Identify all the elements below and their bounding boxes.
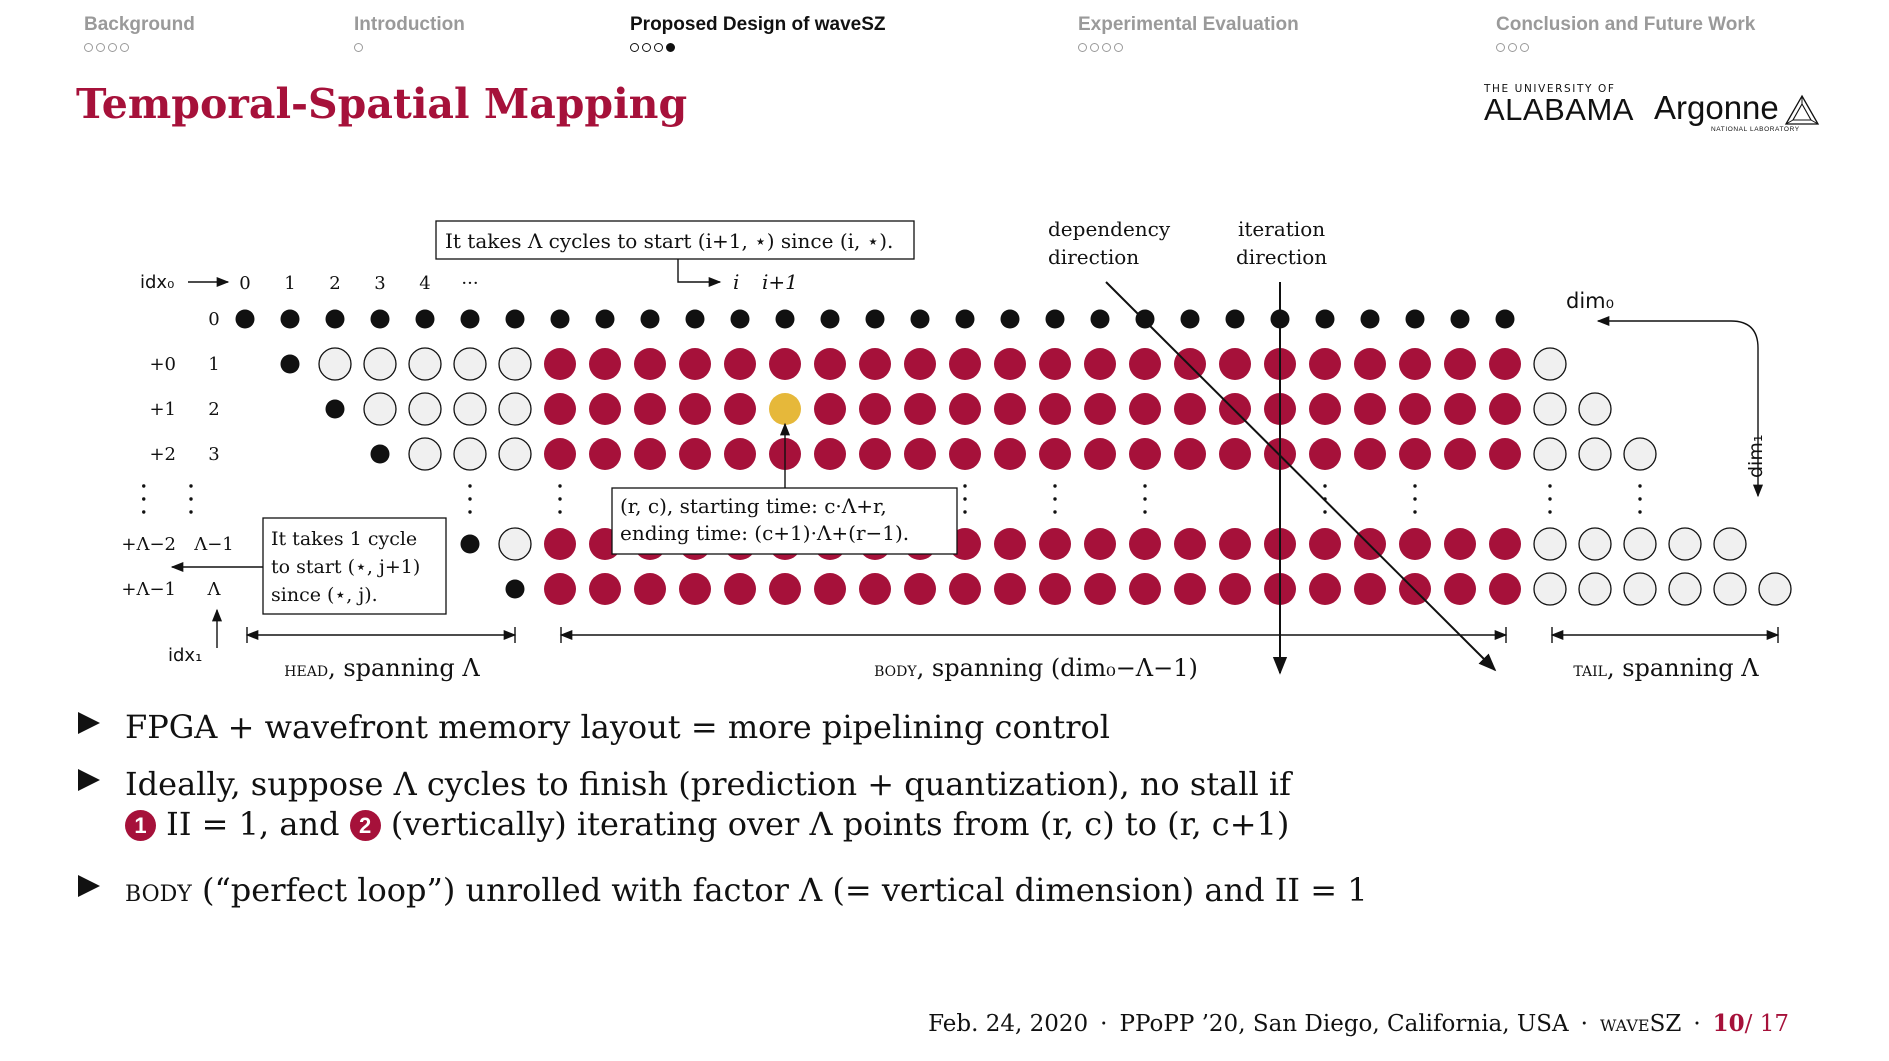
grid-point-body <box>1174 438 1206 470</box>
nav-section-label: Proposed Design of waveSZ <box>630 14 886 35</box>
grid-point-body <box>1444 528 1476 560</box>
grid-point-body <box>994 438 1026 470</box>
ellipsis-dot <box>1548 510 1551 513</box>
bullet-2-text <box>125 764 1291 844</box>
dim-arrows <box>1598 321 1758 496</box>
grid-point-empty <box>1579 438 1611 470</box>
row-index-label: Λ−1 <box>194 534 234 555</box>
grid-point-body <box>1309 573 1341 605</box>
dim1-label: dim₁ <box>1745 434 1767 478</box>
bullet-2-part-a: II = 1, and <box>156 805 350 843</box>
ellipsis-dot <box>1548 497 1551 500</box>
dim0-label: dim₀ <box>1566 289 1615 313</box>
badge-two-icon: 2 <box>350 810 381 841</box>
grid-point-body <box>859 393 891 425</box>
callout-left-line: It takes 1 cycle <box>271 528 418 550</box>
grid-point-black <box>1001 310 1020 329</box>
grid-point-body <box>1174 528 1206 560</box>
bullet-1-text: FPGA + wavefront memory layout = more pipelining control <box>125 708 1110 746</box>
grid-point-black <box>326 400 345 419</box>
nav-section-label: Background <box>84 14 195 35</box>
ellipsis-dot <box>558 484 561 487</box>
dependency-arrow <box>1106 282 1495 670</box>
grid-point-empty <box>1579 528 1611 560</box>
grid-point-body <box>904 573 936 605</box>
grid-point-body <box>589 438 621 470</box>
row0-label: 0 <box>208 309 220 330</box>
bullet-2-part-b: (vertically) iterating over Λ points from (r, c) to (r, c+1) <box>380 805 1290 843</box>
logo-ua-small-text: THE UNIVERSITY OF <box>1484 83 1616 95</box>
grid-point-empty <box>499 528 531 560</box>
dependency-label: direction <box>1048 245 1140 269</box>
grid-point-body <box>1489 348 1521 380</box>
grid-point-body <box>1039 438 1071 470</box>
idx0-label: idx₀ <box>140 272 175 293</box>
grid-point-empty <box>409 393 441 425</box>
nav-section-label: Introduction <box>354 14 465 35</box>
grid-point-body <box>994 528 1026 560</box>
grid-point-empty <box>409 348 441 380</box>
grid-point-body <box>1084 528 1116 560</box>
grid-point-black <box>776 310 795 329</box>
grid-point-body <box>544 573 576 605</box>
callout-left-line: since (⋆, j). <box>271 584 378 606</box>
grid-point-body <box>1084 438 1116 470</box>
grid-point-body <box>634 438 666 470</box>
grid-point-empty <box>364 393 396 425</box>
grid-point-body <box>904 393 936 425</box>
grid-point-body <box>1084 573 1116 605</box>
callout-left-line: to start (⋆, j+1) <box>271 556 421 578</box>
grid-point-empty <box>1669 573 1701 605</box>
grid-point-empty <box>454 438 486 470</box>
logo-anl-small-text: NATIONAL LABORATORY <box>1711 126 1800 133</box>
grid-point-empty <box>319 348 351 380</box>
row-offset-label: +2 <box>149 444 176 465</box>
grid-point-body <box>814 438 846 470</box>
ellipsis-dot <box>468 497 471 500</box>
i1-label: i+1 <box>762 270 798 294</box>
grid-point-body <box>1489 573 1521 605</box>
bullet-triangle-icon <box>78 769 100 791</box>
grid-point-body <box>1219 528 1251 560</box>
grid-point-body <box>1084 348 1116 380</box>
grid-point-black <box>461 310 480 329</box>
grid-point-body <box>1039 348 1071 380</box>
row-offset-label: +Λ−1 <box>121 579 176 600</box>
row-index-label: 2 <box>208 399 220 420</box>
grid-point-body <box>1129 528 1161 560</box>
row-index-label: 1 <box>208 354 220 375</box>
grid-point-empty <box>499 438 531 470</box>
grid-point-black <box>506 580 525 599</box>
grid-point-black <box>1046 310 1065 329</box>
ellipsis-dot <box>1638 484 1641 487</box>
grid-point-body <box>589 573 621 605</box>
grid-point-body <box>724 573 756 605</box>
grid-point-black <box>956 310 975 329</box>
grid-point-black <box>866 310 885 329</box>
ellipsis-dot <box>1143 497 1146 500</box>
grid-point-body <box>1489 393 1521 425</box>
grid-point-body <box>1309 393 1341 425</box>
row-offset-label: +0 <box>149 354 176 375</box>
grid-point-black <box>1451 310 1470 329</box>
ellipsis-dot <box>142 510 145 513</box>
ellipsis-dot <box>963 484 966 487</box>
grid-point-empty <box>1534 393 1566 425</box>
ellipsis-dot <box>1413 484 1416 487</box>
grid-point-body <box>724 438 756 470</box>
callout-top-text: It takes Λ cycles to start (i+1, ⋆) since (i, ⋆). <box>445 229 894 253</box>
grid-point-empty <box>499 393 531 425</box>
callout-top-arrow <box>678 259 720 282</box>
logo-anl-big-text: Argonne <box>1654 89 1779 126</box>
head-label: head, spanning Λ <box>284 654 480 682</box>
ellipsis-dot <box>1323 510 1326 513</box>
grid-point-body <box>859 438 891 470</box>
grid-point-body <box>1489 528 1521 560</box>
grid-point-empty <box>1669 528 1701 560</box>
grid-point-empty <box>1624 573 1656 605</box>
grid-point-empty <box>1579 573 1611 605</box>
bullet-3-text <box>125 870 1368 910</box>
grid-point-empty <box>1714 528 1746 560</box>
grid-point-body <box>724 393 756 425</box>
nav-section-label: Conclusion and Future Work <box>1496 14 1756 35</box>
grid-point-body <box>1309 348 1341 380</box>
grid-point-empty <box>1759 573 1791 605</box>
row-offset-label: +Λ−2 <box>121 534 176 555</box>
grid-point-body <box>1444 393 1476 425</box>
grid-point-black <box>1406 310 1425 329</box>
grid-point-body <box>1354 438 1386 470</box>
grid-point-black <box>1496 310 1515 329</box>
grid-point-body <box>949 573 981 605</box>
ellipsis-dot <box>189 497 192 500</box>
footer-date: Feb. 24, 2020 <box>928 1011 1089 1037</box>
grid-point-body <box>904 438 936 470</box>
grid-point-body <box>1039 393 1071 425</box>
grid-point-body <box>1444 348 1476 380</box>
column-label: ··· <box>461 273 479 294</box>
grid-point-body <box>679 393 711 425</box>
grid-point-black <box>326 310 345 329</box>
grid-point-body <box>1309 438 1341 470</box>
grid-point-empty <box>409 438 441 470</box>
iteration-label: iteration <box>1238 217 1326 241</box>
grid-point-body <box>1084 393 1116 425</box>
grid-point-empty <box>454 348 486 380</box>
grid-point-body <box>679 573 711 605</box>
grid-point-empty <box>1624 438 1656 470</box>
nav-section-label: Experimental Evaluation <box>1078 14 1299 35</box>
grid-point-body <box>1129 438 1161 470</box>
body-label: body, spanning (dim₀−Λ−1) <box>874 654 1198 682</box>
logo-ua-big-text: ALABAMA <box>1484 92 1634 127</box>
grid-point-empty <box>1624 528 1656 560</box>
i-label: i <box>733 270 740 294</box>
grid-point-empty <box>1534 348 1566 380</box>
grid-point-body <box>814 393 846 425</box>
grid-point-body <box>1399 393 1431 425</box>
grid-point-body <box>589 393 621 425</box>
ellipsis-dot <box>1413 497 1416 500</box>
grid-point-black <box>281 310 300 329</box>
column-label: 1 <box>284 273 296 294</box>
column-label: 4 <box>419 273 431 294</box>
grid-point-body <box>634 393 666 425</box>
grid-point-body <box>1174 573 1206 605</box>
ellipsis-dot <box>142 497 145 500</box>
ellipsis-dot <box>1638 497 1641 500</box>
grid-point-highlight <box>769 393 801 425</box>
grid-point-body <box>859 348 891 380</box>
grid-point-body <box>679 438 711 470</box>
bullet-3-rest: (“perfect loop”) unrolled with factor Λ (= vertical dimension) and II = 1 <box>191 871 1368 909</box>
grid-point-body <box>994 393 1026 425</box>
grid-point-body <box>1399 348 1431 380</box>
row-offset-label: +1 <box>149 399 176 420</box>
dependency-label: dependency <box>1048 217 1171 241</box>
grid-point-body <box>634 348 666 380</box>
ellipsis-dot <box>1548 484 1551 487</box>
grid-point-black <box>371 445 390 464</box>
grid-point-body <box>769 573 801 605</box>
badge-one-icon: 1 <box>125 810 156 841</box>
grid-point-body <box>814 348 846 380</box>
footer-short-title: waveSZ <box>1599 1011 1682 1037</box>
grid-point-black <box>596 310 615 329</box>
ellipsis-dot <box>558 497 561 500</box>
row-index-label: Λ <box>207 579 221 600</box>
grid-point-body <box>814 573 846 605</box>
grid-point-body <box>1219 573 1251 605</box>
grid-point-body <box>1399 528 1431 560</box>
grid-point-body <box>1039 573 1071 605</box>
grid-point-body <box>1444 573 1476 605</box>
grid-point-body <box>1444 438 1476 470</box>
column-label: 2 <box>329 273 341 294</box>
grid-point-body <box>634 573 666 605</box>
grid-point-body <box>1174 348 1206 380</box>
grid-point-empty <box>1534 528 1566 560</box>
grid-point-black <box>821 310 840 329</box>
grid-point-black <box>1361 310 1380 329</box>
grid-point-empty <box>1579 393 1611 425</box>
ellipsis-dot <box>189 484 192 487</box>
grid-point-body <box>1489 438 1521 470</box>
ellipsis-dot <box>963 497 966 500</box>
grid-point-body <box>544 528 576 560</box>
callout-mid-line: ending time: (c+1)·Λ+(r−1). <box>620 521 910 545</box>
footer-venue: PPoPP ’20, San Diego, California, USA <box>1119 1011 1569 1037</box>
idx1-label: idx₁ <box>168 645 203 666</box>
grid-point-body <box>1219 393 1251 425</box>
grid-point-body <box>949 438 981 470</box>
row-index-label: 3 <box>208 444 220 465</box>
callout-mid-line: (r, c), starting time: c·Λ+r, <box>620 494 887 518</box>
slide-footer: Feb. 24, 2020 · PPoPP ’20, San Diego, California, USA · waveSZ · 10/ 17 <box>928 1010 1789 1037</box>
grid-point-body <box>1174 393 1206 425</box>
grid-point-black <box>1136 310 1155 329</box>
grid-point-body <box>949 393 981 425</box>
grid-point-body <box>1399 438 1431 470</box>
bullet-2-line-1: Ideally, suppose Λ cycles to finish (prediction + quantization), no stall if <box>125 765 1291 803</box>
grid-point-body <box>544 393 576 425</box>
grid-point-empty <box>1714 573 1746 605</box>
iteration-label: direction <box>1236 245 1328 269</box>
ellipsis-dot <box>1053 497 1056 500</box>
page-number: 10 <box>1712 1010 1745 1037</box>
grid-point-empty <box>1534 573 1566 605</box>
grid-point-body <box>724 348 756 380</box>
page-total: / 17 <box>1744 1011 1789 1037</box>
grid-point-body <box>544 438 576 470</box>
bullet-triangle-icon <box>78 875 100 897</box>
grid-point-black <box>641 310 660 329</box>
grid-point-empty <box>1534 438 1566 470</box>
slide-title: Temporal-Spatial Mapping <box>76 80 688 128</box>
ellipsis-dot <box>1143 510 1146 513</box>
grid-point-black <box>1226 310 1245 329</box>
grid-point-black <box>551 310 570 329</box>
grid-point-body <box>1039 528 1071 560</box>
grid-point-black <box>911 310 930 329</box>
ellipsis-dot <box>558 510 561 513</box>
grid-point-body <box>859 573 891 605</box>
grid-point-black <box>686 310 705 329</box>
grid-point-body <box>589 348 621 380</box>
grid-point-body <box>1219 438 1251 470</box>
grid-point-body <box>544 348 576 380</box>
grid-point-black <box>506 310 525 329</box>
grid-point-body <box>1354 348 1386 380</box>
grid-point-body <box>679 348 711 380</box>
column-label: 3 <box>374 273 386 294</box>
grid-point-empty <box>364 348 396 380</box>
ellipsis-dot <box>1413 510 1416 513</box>
ellipsis-dot <box>963 510 966 513</box>
grid-point-black <box>1091 310 1110 329</box>
ellipsis-dot <box>189 510 192 513</box>
ellipsis-dot <box>1053 484 1056 487</box>
grid-point-body <box>769 348 801 380</box>
ellipsis-dot <box>1323 484 1326 487</box>
grid-point-black <box>371 310 390 329</box>
body-smallcaps: body <box>125 871 192 909</box>
grid-point-black <box>236 310 255 329</box>
grid-point-body <box>904 348 936 380</box>
grid-point-black <box>1181 310 1200 329</box>
grid-point-body <box>1219 348 1251 380</box>
bullet-triangle-icon <box>78 712 100 734</box>
grid-point-body <box>1129 573 1161 605</box>
grid-point-body <box>1309 528 1341 560</box>
grid-point-black <box>1316 310 1335 329</box>
grid-point-body <box>1354 393 1386 425</box>
ellipsis-dot <box>468 510 471 513</box>
ellipsis-dot <box>142 484 145 487</box>
grid-point-body <box>1129 393 1161 425</box>
ellipsis-dot <box>468 484 471 487</box>
grid-point-black <box>416 310 435 329</box>
grid-point-empty <box>499 348 531 380</box>
grid-point-empty <box>454 393 486 425</box>
grid-point-body <box>1354 573 1386 605</box>
ellipsis-dot <box>1638 510 1641 513</box>
grid-point-black <box>461 535 480 554</box>
ellipsis-dot <box>1143 484 1146 487</box>
grid-point-black <box>281 355 300 374</box>
grid-point-black <box>731 310 750 329</box>
grid-point-body <box>1129 348 1161 380</box>
column-label: 0 <box>239 273 251 294</box>
grid-point-body <box>994 348 1026 380</box>
grid-point-body <box>949 348 981 380</box>
tail-label: tail, spanning Λ <box>1573 654 1759 682</box>
grid-point-body <box>994 573 1026 605</box>
ellipsis-dot <box>1053 510 1056 513</box>
